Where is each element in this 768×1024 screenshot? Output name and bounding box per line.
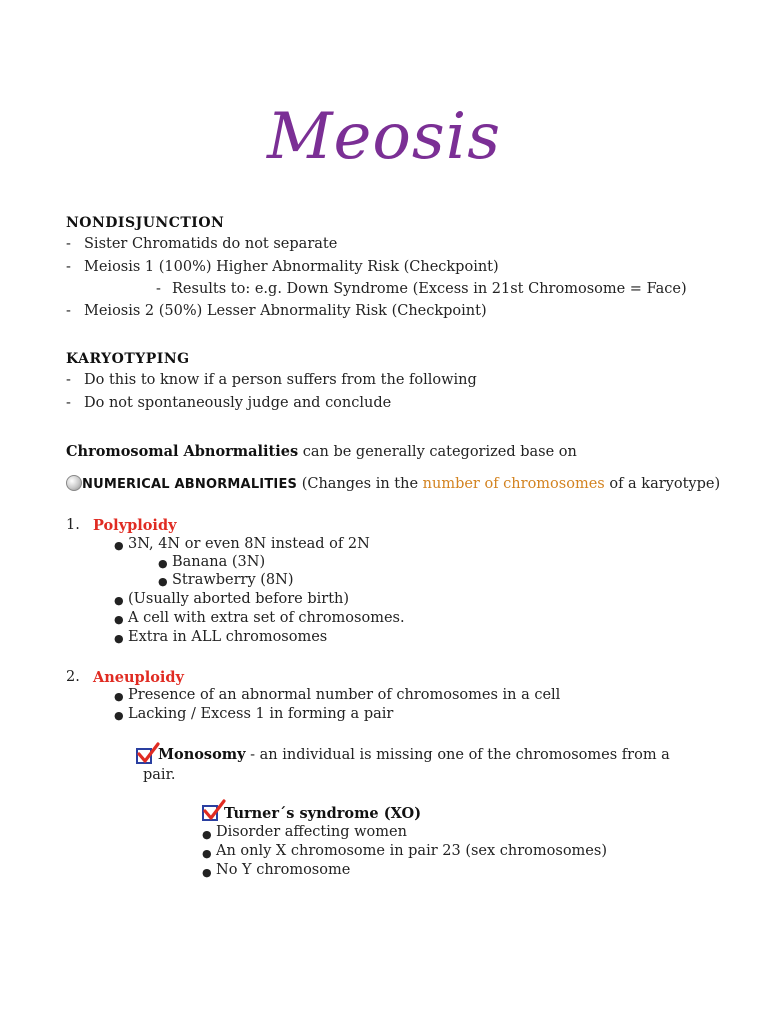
dash-marker: - bbox=[66, 395, 71, 411]
monosomy-term: Monosomy bbox=[158, 746, 246, 763]
section-heading-nondisjunction: NONDISJUNCTION bbox=[66, 215, 225, 231]
list-item: Strawberry (8N) bbox=[172, 572, 294, 588]
list-item: No Y chromosome bbox=[216, 862, 351, 878]
checkbox-check-icon bbox=[136, 748, 152, 764]
dash-marker: - bbox=[66, 372, 71, 388]
sphere-bullet-icon bbox=[66, 475, 82, 491]
bullet-dot: ● bbox=[158, 557, 168, 570]
list-item: Extra in ALL chromosomes bbox=[128, 629, 328, 645]
monosomy-line bbox=[158, 746, 670, 763]
list-item: A cell with extra set of chromosomes. bbox=[128, 610, 405, 626]
aneuploidy-heading: Aneuploidy bbox=[93, 669, 184, 686]
list-item: (Usually aborted before birth) bbox=[128, 591, 350, 607]
checkmark-icon bbox=[202, 799, 226, 823]
dash-marker: - bbox=[66, 236, 71, 252]
bullet-dot: ● bbox=[114, 594, 124, 607]
dash-marker: - bbox=[156, 281, 161, 297]
checkmark-icon bbox=[136, 742, 160, 766]
list-item: 3N, 4N or even 8N instead of 2N bbox=[128, 536, 370, 552]
bullet-dot: ● bbox=[114, 709, 124, 722]
turner-heading: Turner´s syndrome (XO) bbox=[224, 805, 422, 822]
list-item: Disorder affecting women bbox=[216, 824, 407, 840]
numerical-highlight: number of chromosomes bbox=[422, 476, 605, 492]
dash-marker: - bbox=[66, 259, 71, 275]
list-number: 1. bbox=[66, 517, 80, 533]
numerical-post: of a karyotype) bbox=[604, 476, 721, 492]
polyploidy-heading: Polyploidy bbox=[93, 517, 177, 534]
list-item: Sister Chromatids do not separate bbox=[84, 236, 338, 252]
bullet-dot: ● bbox=[202, 828, 212, 841]
intro-bold: Chromosomal Abnormalities bbox=[66, 443, 299, 460]
checkbox-check-icon bbox=[202, 805, 218, 821]
list-item: Banana (3N) bbox=[172, 554, 266, 570]
monosomy-definition: - an individual is missing one of the chromosomes from a bbox=[245, 747, 670, 763]
list-number: 2. bbox=[66, 669, 80, 685]
list-item: Results to: e.g. Down Syndrome (Excess in 21st Chromosome = Face) bbox=[172, 281, 687, 297]
bullet-dot: ● bbox=[202, 847, 212, 860]
intro-sentence bbox=[66, 443, 577, 460]
list-item: Meiosis 2 (50%) Lesser Abnormality Risk (Checkpoint) bbox=[84, 303, 487, 319]
page-title: Meosis bbox=[266, 100, 502, 174]
numerical-heading: NUMERICAL ABNORMALITIES bbox=[82, 477, 298, 492]
section-heading-karyotyping: KARYOTYPING bbox=[66, 351, 190, 367]
list-item: An only X chromosome in pair 23 (sex chromosomes) bbox=[216, 843, 607, 859]
bullet-dot: ● bbox=[114, 539, 124, 552]
bullet-dot: ● bbox=[158, 575, 168, 588]
bullet-dot: ● bbox=[114, 690, 124, 703]
list-item: Meiosis 1 (100%) Higher Abnormality Risk (Checkpoint) bbox=[84, 259, 499, 275]
intro-rest: can be generally categorized base on bbox=[298, 444, 577, 460]
list-item: Do not spontaneously judge and conclude bbox=[84, 395, 392, 411]
bullet-dot: ● bbox=[114, 613, 124, 626]
dash-marker: - bbox=[66, 303, 71, 319]
list-item: Presence of an abnormal number of chromosomes in a cell bbox=[128, 687, 561, 703]
list-item: Do this to know if a person suffers from the following bbox=[84, 372, 477, 388]
bullet-dot: ● bbox=[202, 866, 212, 879]
list-item: Lacking / Excess 1 in forming a pair bbox=[128, 706, 394, 722]
numerical-line bbox=[82, 476, 720, 492]
bullet-dot: ● bbox=[114, 632, 124, 645]
numerical-pre: (Changes in the bbox=[297, 476, 423, 492]
monosomy-continuation: pair. bbox=[143, 767, 176, 783]
